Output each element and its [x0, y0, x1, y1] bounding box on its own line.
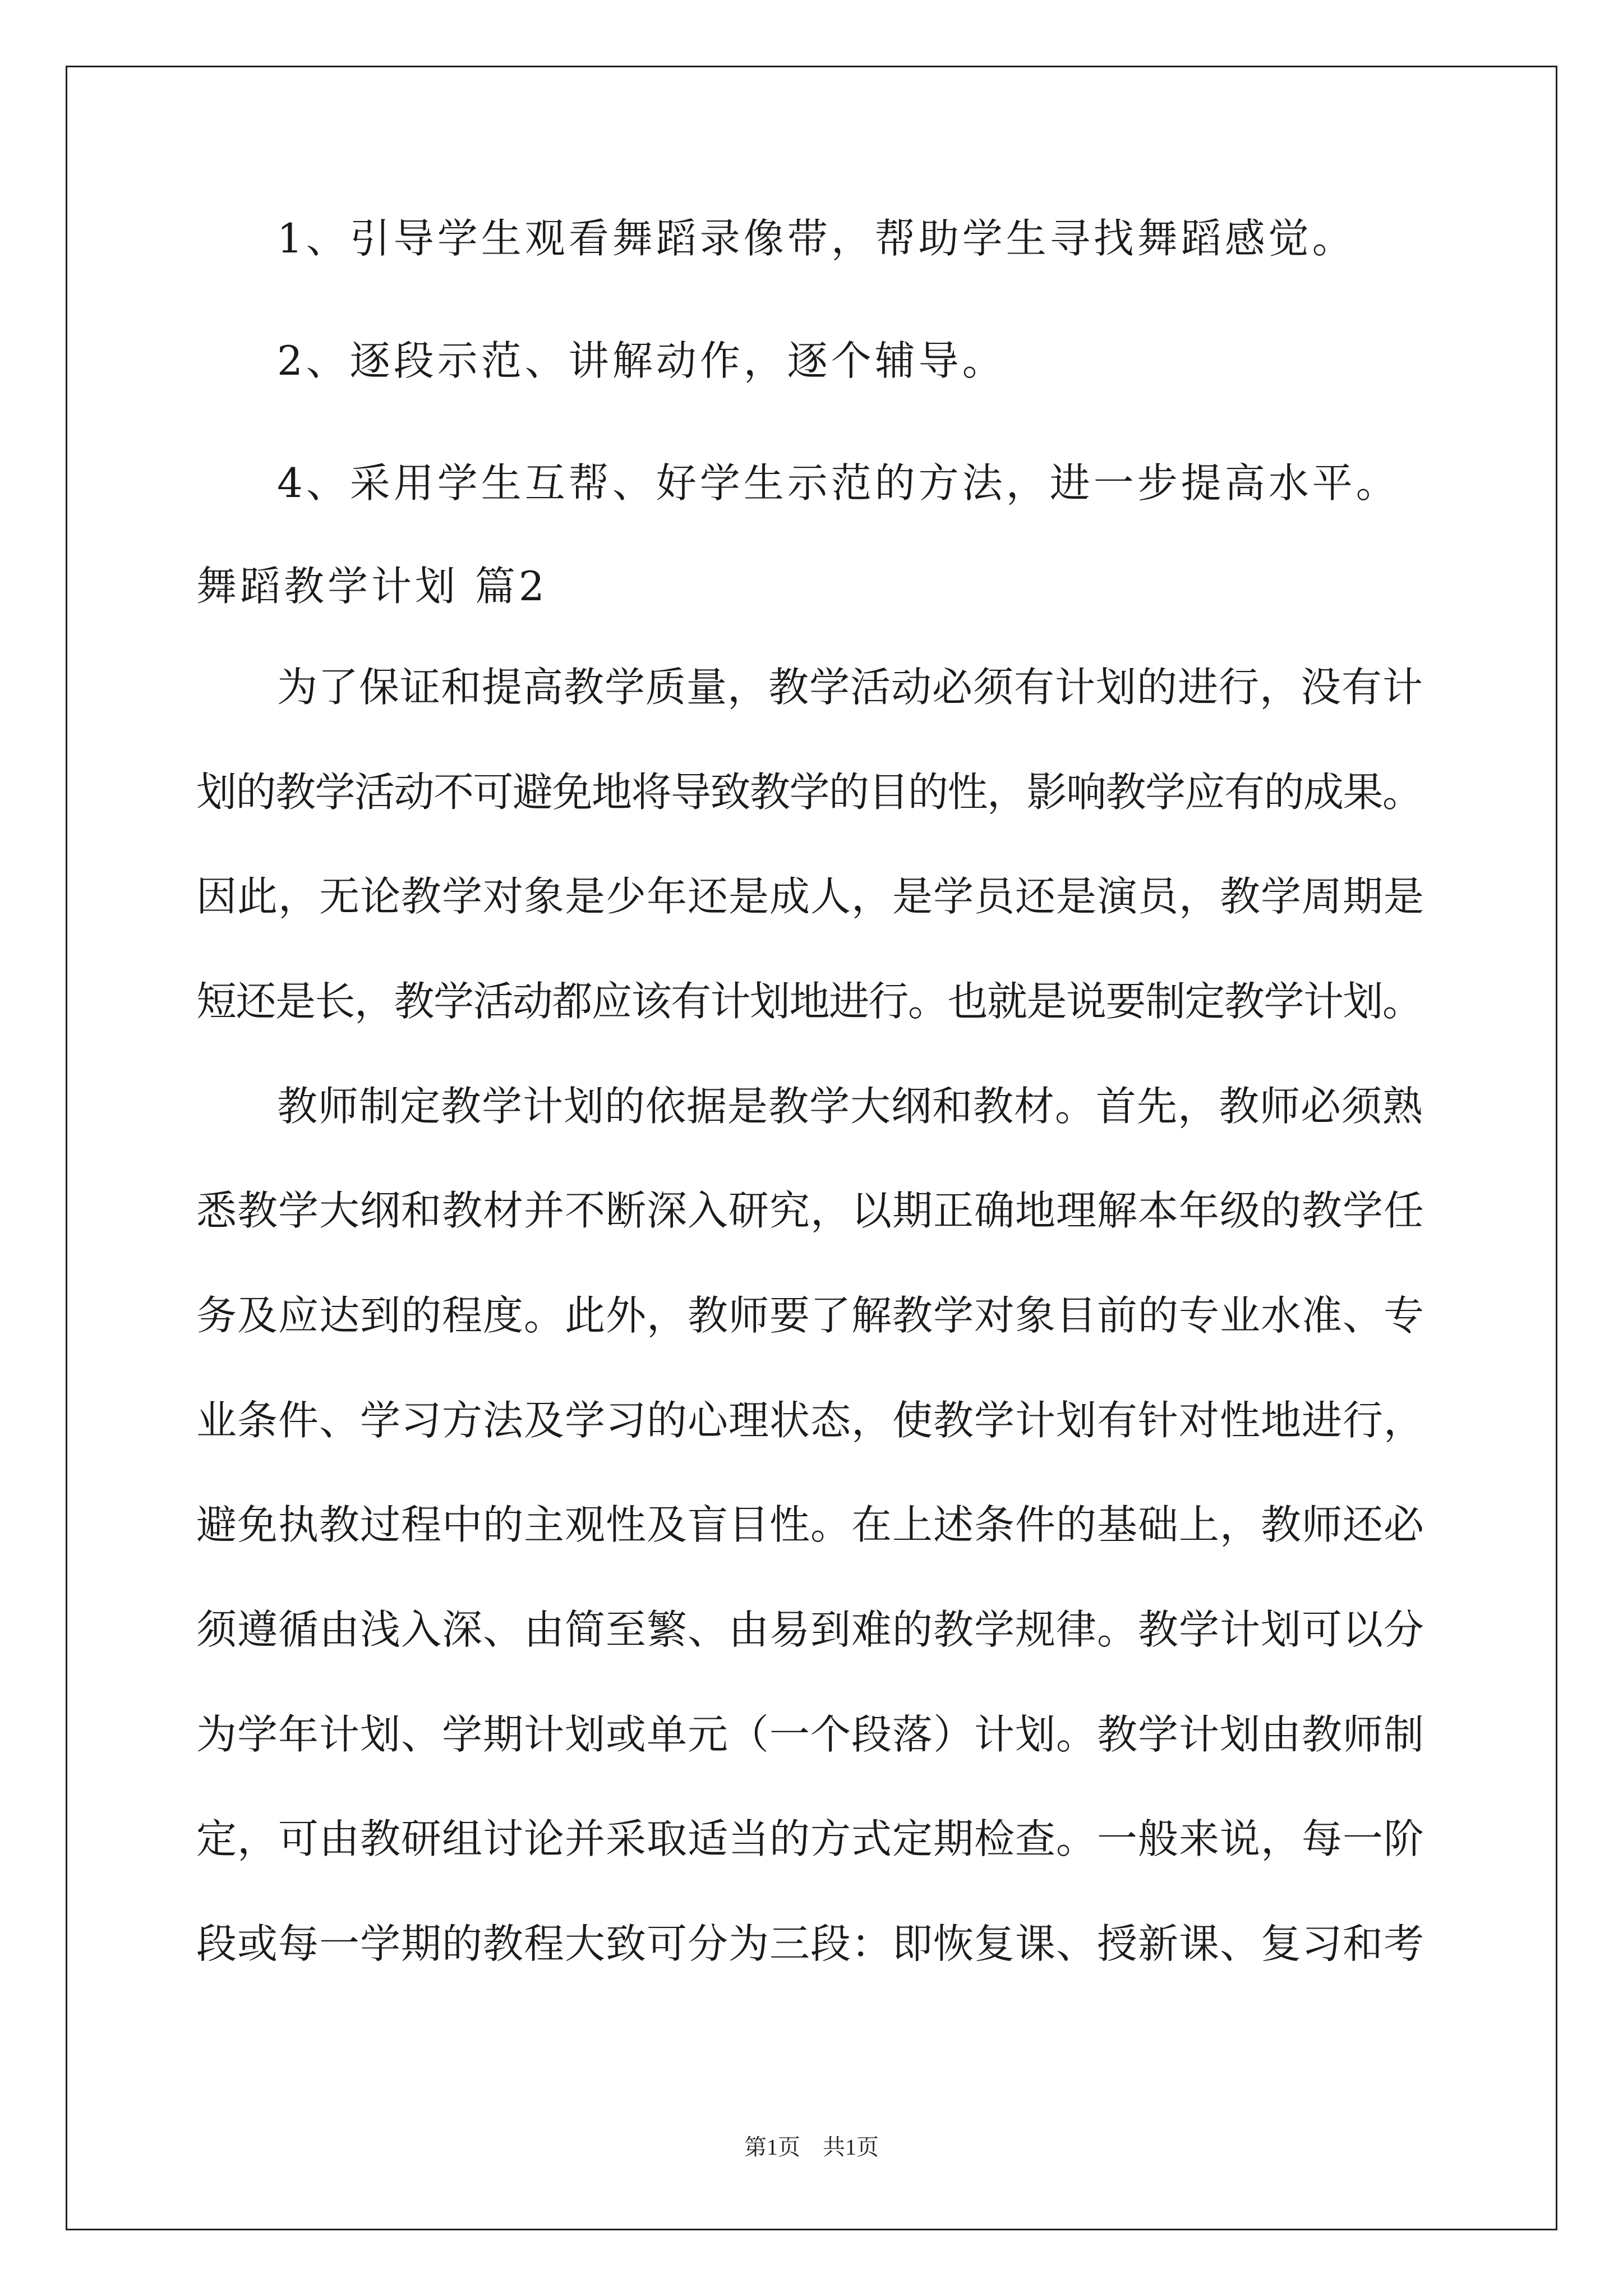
list-item: 4、采用学生互帮、好学生示范的方法，进一步提高水平。: [277, 459, 1400, 507]
paragraph-line: 定，可由教研组讨论并采取适当的方式定期检查。一般来说，每一阶: [196, 1815, 1425, 1862]
list-item: 2、逐段示范、讲解动作，逐个辅导。: [277, 337, 1006, 384]
page-number: 第1页 共1页: [744, 2134, 879, 2160]
section-title: 舞蹈教学计划 篇2: [196, 563, 548, 610]
paragraph-line: 段或每一学期的教程大致可分为三段：即恢复课、授新课、复习和考: [196, 1920, 1425, 1967]
paragraph-line: 悉教学大纲和教材并不断深入研究，以期正确地理解本年级的教学任: [196, 1187, 1425, 1234]
paragraph-line: 教师制定教学计划的依据是教学大纲和教材。首先，教师必须熟: [277, 1083, 1424, 1130]
paragraph-line: 短还是长，教学活动都应该有计划地进行。也就是说要制定教学计划。: [196, 978, 1422, 1025]
paragraph-line: 为了保证和提高教学质量，教学活动必须有计划的进行，没有计: [277, 664, 1424, 711]
paragraph-line: 因此，无论教学对象是少年还是成人，是学员还是演员，教学周期是: [196, 873, 1425, 920]
paragraph-line: 为学年计划、学期计划或单元（一个段落）计划。教学计划由教师制: [196, 1711, 1425, 1758]
paragraph-line: 须遵循由浅入深、由简至繁、由易到难的教学规律。教学计划可以分: [196, 1606, 1425, 1653]
page-border: [66, 66, 1557, 2230]
paragraph-line: 划的教学活动不可避免地将导致教学的目的性，影响教学应有的成果。: [196, 769, 1422, 816]
list-item: 1、引导学生观看舞蹈录像带，帮助学生寻找舞蹈感觉。: [277, 215, 1356, 262]
paragraph-line: 避免执教过程中的主观性及盲目性。在上述条件的基础上，教师还必: [196, 1501, 1425, 1548]
paragraph-line: 务及应达到的程度。此外，教师要了解教学对象目前的专业水准、专: [196, 1292, 1425, 1339]
paragraph-line: 业条件、学习方法及学习的心理状态，使教学计划有针对性地进行，: [196, 1397, 1425, 1444]
